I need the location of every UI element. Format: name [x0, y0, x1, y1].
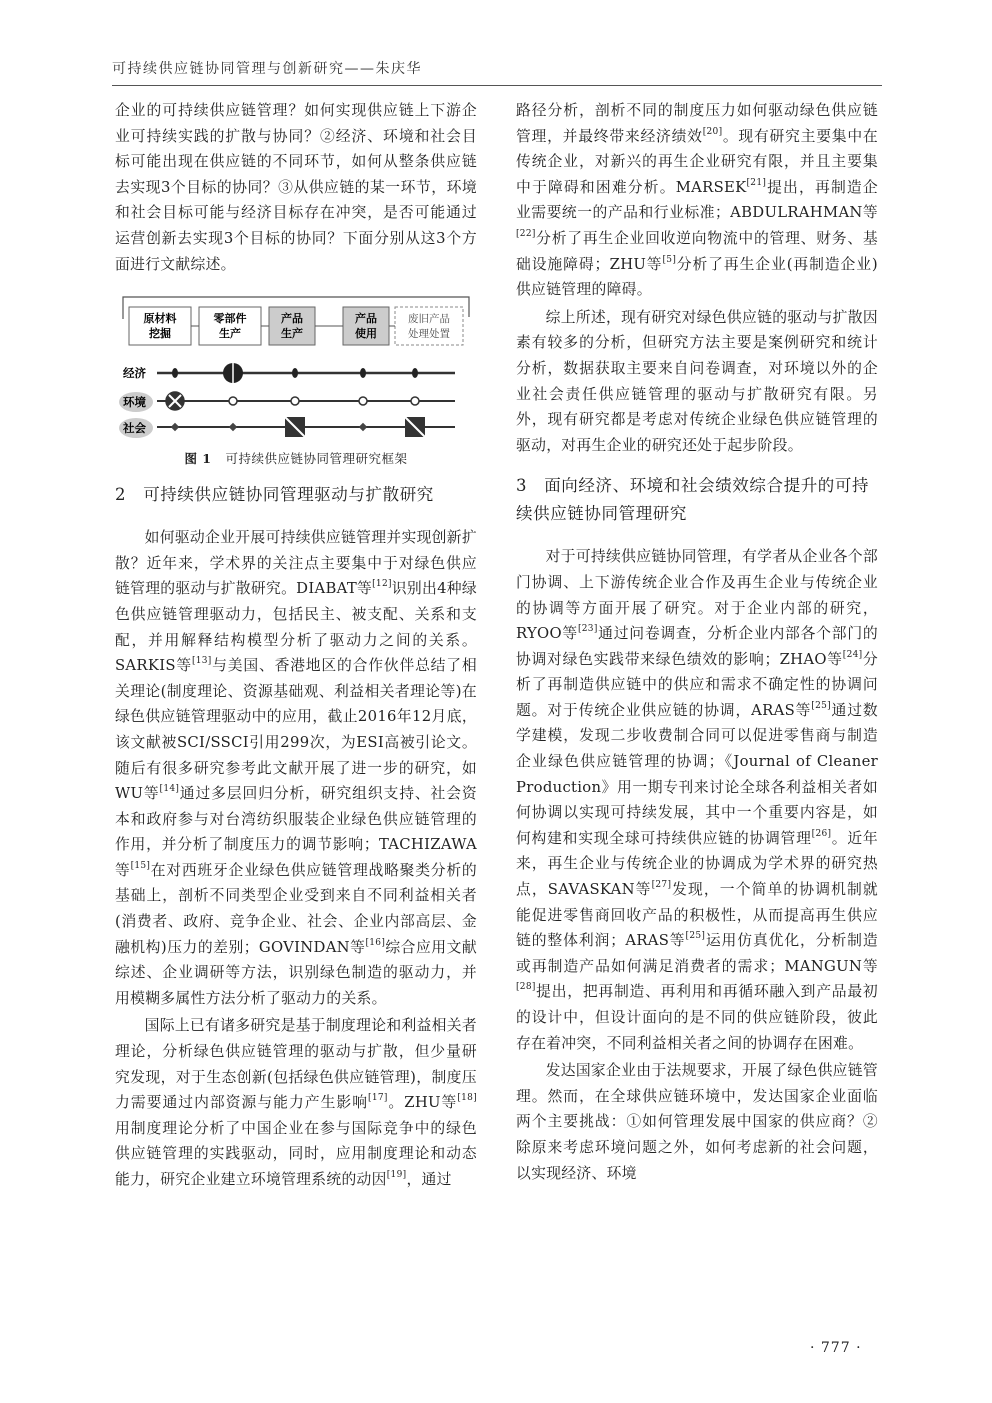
summary-paragraph: 综上所述，现有研究对绿色供应链的驱动与扩散因素有较多的分析，但研究方法主要是案例研究和统计分析，数据获取主要来自问卷调查，对环境以外的企业社会责任供应链管理的驱动与扩散研究有限。另外，现有研究都是考虑对传统企业绿色供应链管理的驱动，对再生企业的研究还处于起步阶段。 — [516, 308, 878, 454]
row-label-environment: 环境 — [123, 395, 146, 410]
section-2-heading: 2 可持续供应链协同管理驱动与扩散研究 — [115, 485, 434, 505]
figure-1 — [115, 289, 477, 467]
right-column — [516, 98, 878, 1186]
running-header: 可持续供应链协同管理与创新研究——朱庆华 — [112, 61, 422, 77]
stage-3-line1: 产品 — [281, 312, 303, 326]
section-3-paragraph-1: 对于可持续供应链协同管理，有学者从企业各个部门协调、上下游传统企业合作及再生企业与传统企业的协调等方面开展了研究。对于企业内部的研究，RYOO等[23]通过问卷调查，分析企业内部各个部门的协调对绿色实践带来绿色绩效的影响；ZHAO等[24]分析了再制造供应链中的供应和需求不确定性的协调问题。对于传统企业供应链的协调，ARAS等[25]通过数学建模，发现二步收费制合同可以促进零售商与制造企业绿色供应链管理的协调；《Journal of Cleaner Production》用一期专刊来讨论全球各利益相关者如何协调以实现可持续发展，其中一个重要内容是，如何构建和实现全球可持续供应链的协调管理[26]。近年来，再生企业与传统企业的协调成为学术界的研究热点，SAVASKAN等[27]发现，一个简单的协调机制就能促进零售商回收产品的积极性，从而提高再生供应链的整体利润；ARAS等[25]运用仿真优化，分析制造或再制造产品如何满足消费者的需求；MANGUN等[28]提出，把再制造、再利用和再循环融入到产品最初的设计中，但设计面向的是不同的供应链阶段，彼此存在着冲突，不同利益相关者之间的协调存在困难。 — [516, 548, 879, 1052]
row-label-economy: 经济 — [123, 366, 146, 381]
header-rule — [112, 85, 882, 86]
framework-diagram — [115, 289, 477, 441]
stage-5-line1: 废旧产品 — [408, 313, 450, 326]
figure-number: 图 1 — [184, 451, 212, 467]
paragraph-continued: 路径分析，剖析不同的制度压力如何驱动绿色供应链管理，并最终带来经济绩效[20]。现有研究主要集中在传统企业，对新兴的再生企业研究有限，并且主要集中于障碍和困难分析。MARSEK[21]提出，再制造企业需要统一的产品和行业标准；ABDULRAHMAN等[22]分析了再生企业回收逆向物流中的管理、财务、基础设施障碍；ZHU等[5]分析了再生企业(再制造企业)供应链管理的障碍。 — [516, 102, 878, 299]
stage-2-line2: 生产 — [219, 327, 241, 341]
section-2-paragraph-2: 国际上已有诸多研究是基于制度理论和利益相关者理论，分析绿色供应链管理的驱动与扩散，但少量研究发现，对于生态创新(包括绿色供应链管理)，制度压力需要通过内部资源与能力产生影响[17]。ZHU等[18]用制度理论分析了中国企业在参与国际竞争中的绿色供应链管理的实践驱动，同时，应用制度理论和动态能力，研究企业建立环境管理系统的动因[19]，通过 — [115, 1017, 478, 1188]
paragraph-intro: 企业的可持续供应链管理？如何实现供应链上下游企业可持续实践的扩散与协同？②经济、环境和社会目标可能出现在供应链的不同环节，如何从整条供应链去实现3个目标的协同？③从供应链的某一环节，环境和社会目标可能与经济目标存在冲突，是否可能通过运营创新去实现3个目标的协同？下面分别从这3个方面进行文献综述。 — [115, 102, 477, 273]
stage-4-line1: 产品 — [355, 312, 377, 326]
stage-1-line2: 挖掘 — [149, 327, 171, 341]
section-2-paragraph-1: 如何驱动企业开展可持续供应链管理并实现创新扩散？近年来，学术界的关注点主要集中于对绿色供应链管理的驱动与扩散研究。DIABAT等[12]识别出4种绿色供应链管理驱动力，包括民主、被支配、关系和支配，并用解释结构模型分析了驱动力之间的关系。SARKIS等[13]与美国、香港地区的合作伙伴总结了相关理论(制度理论、资源基础观、利益相关者理论等)在绿色供应链管理驱动中的应用，截止2016年12月底，该文献被SCI/SSCI引用299次，为ESI高被引论文。随后有很多研究参考此文献开展了进一步的研究，如WU等[14]通过多层回归分析，研究组织支持、社会资本和政府参与对台湾纺织服装企业绿色供应链管理的作用，并分析了制度压力的调节影响；TACHIZAWA等[15]在对西班牙企业绿色供应链管理战略聚类分析的基础上，剖析不同类型企业受到来自不同利益相关者(消费者、政府、竞争企业、社会、企业内部高层、金融机构)压力的差别；GOVINDAN等[16]综合应用文献综述、企业调研等方法，识别绿色制造的驱动力，并用模糊多属性方法分析了驱动力的关系。 — [115, 529, 478, 1007]
page-number: · 777 · — [810, 1340, 862, 1356]
row-label-society: 社会 — [123, 421, 146, 436]
section-3-paragraph-2: 发达国家企业由于法规要求，开展了绿色供应链管理。然而，在全球供应链环境中，发达国家企业面临两个主要挑战：①如何管理发展中国家的供应商？②除原来考虑环境问题之外，如何考虑新的社会问题，以实现经济、环境 — [516, 1062, 878, 1182]
stage-5-line2: 处理处置 — [408, 328, 450, 341]
stage-2-line1: 零部件 — [213, 312, 247, 326]
stage-1-line1: 原材料 — [143, 312, 177, 326]
section-3-heading: 3 面向经济、环境和社会绩效综合提升的可持续供应链协同管理研究 — [516, 476, 870, 524]
stage-4-line2: 使用 — [355, 327, 377, 341]
figure-caption-text: 可持续供应链协同管理研究框架 — [225, 451, 408, 467]
figure-caption — [115, 449, 477, 467]
stage-3-line2: 生产 — [281, 327, 303, 341]
left-column — [115, 98, 477, 1193]
